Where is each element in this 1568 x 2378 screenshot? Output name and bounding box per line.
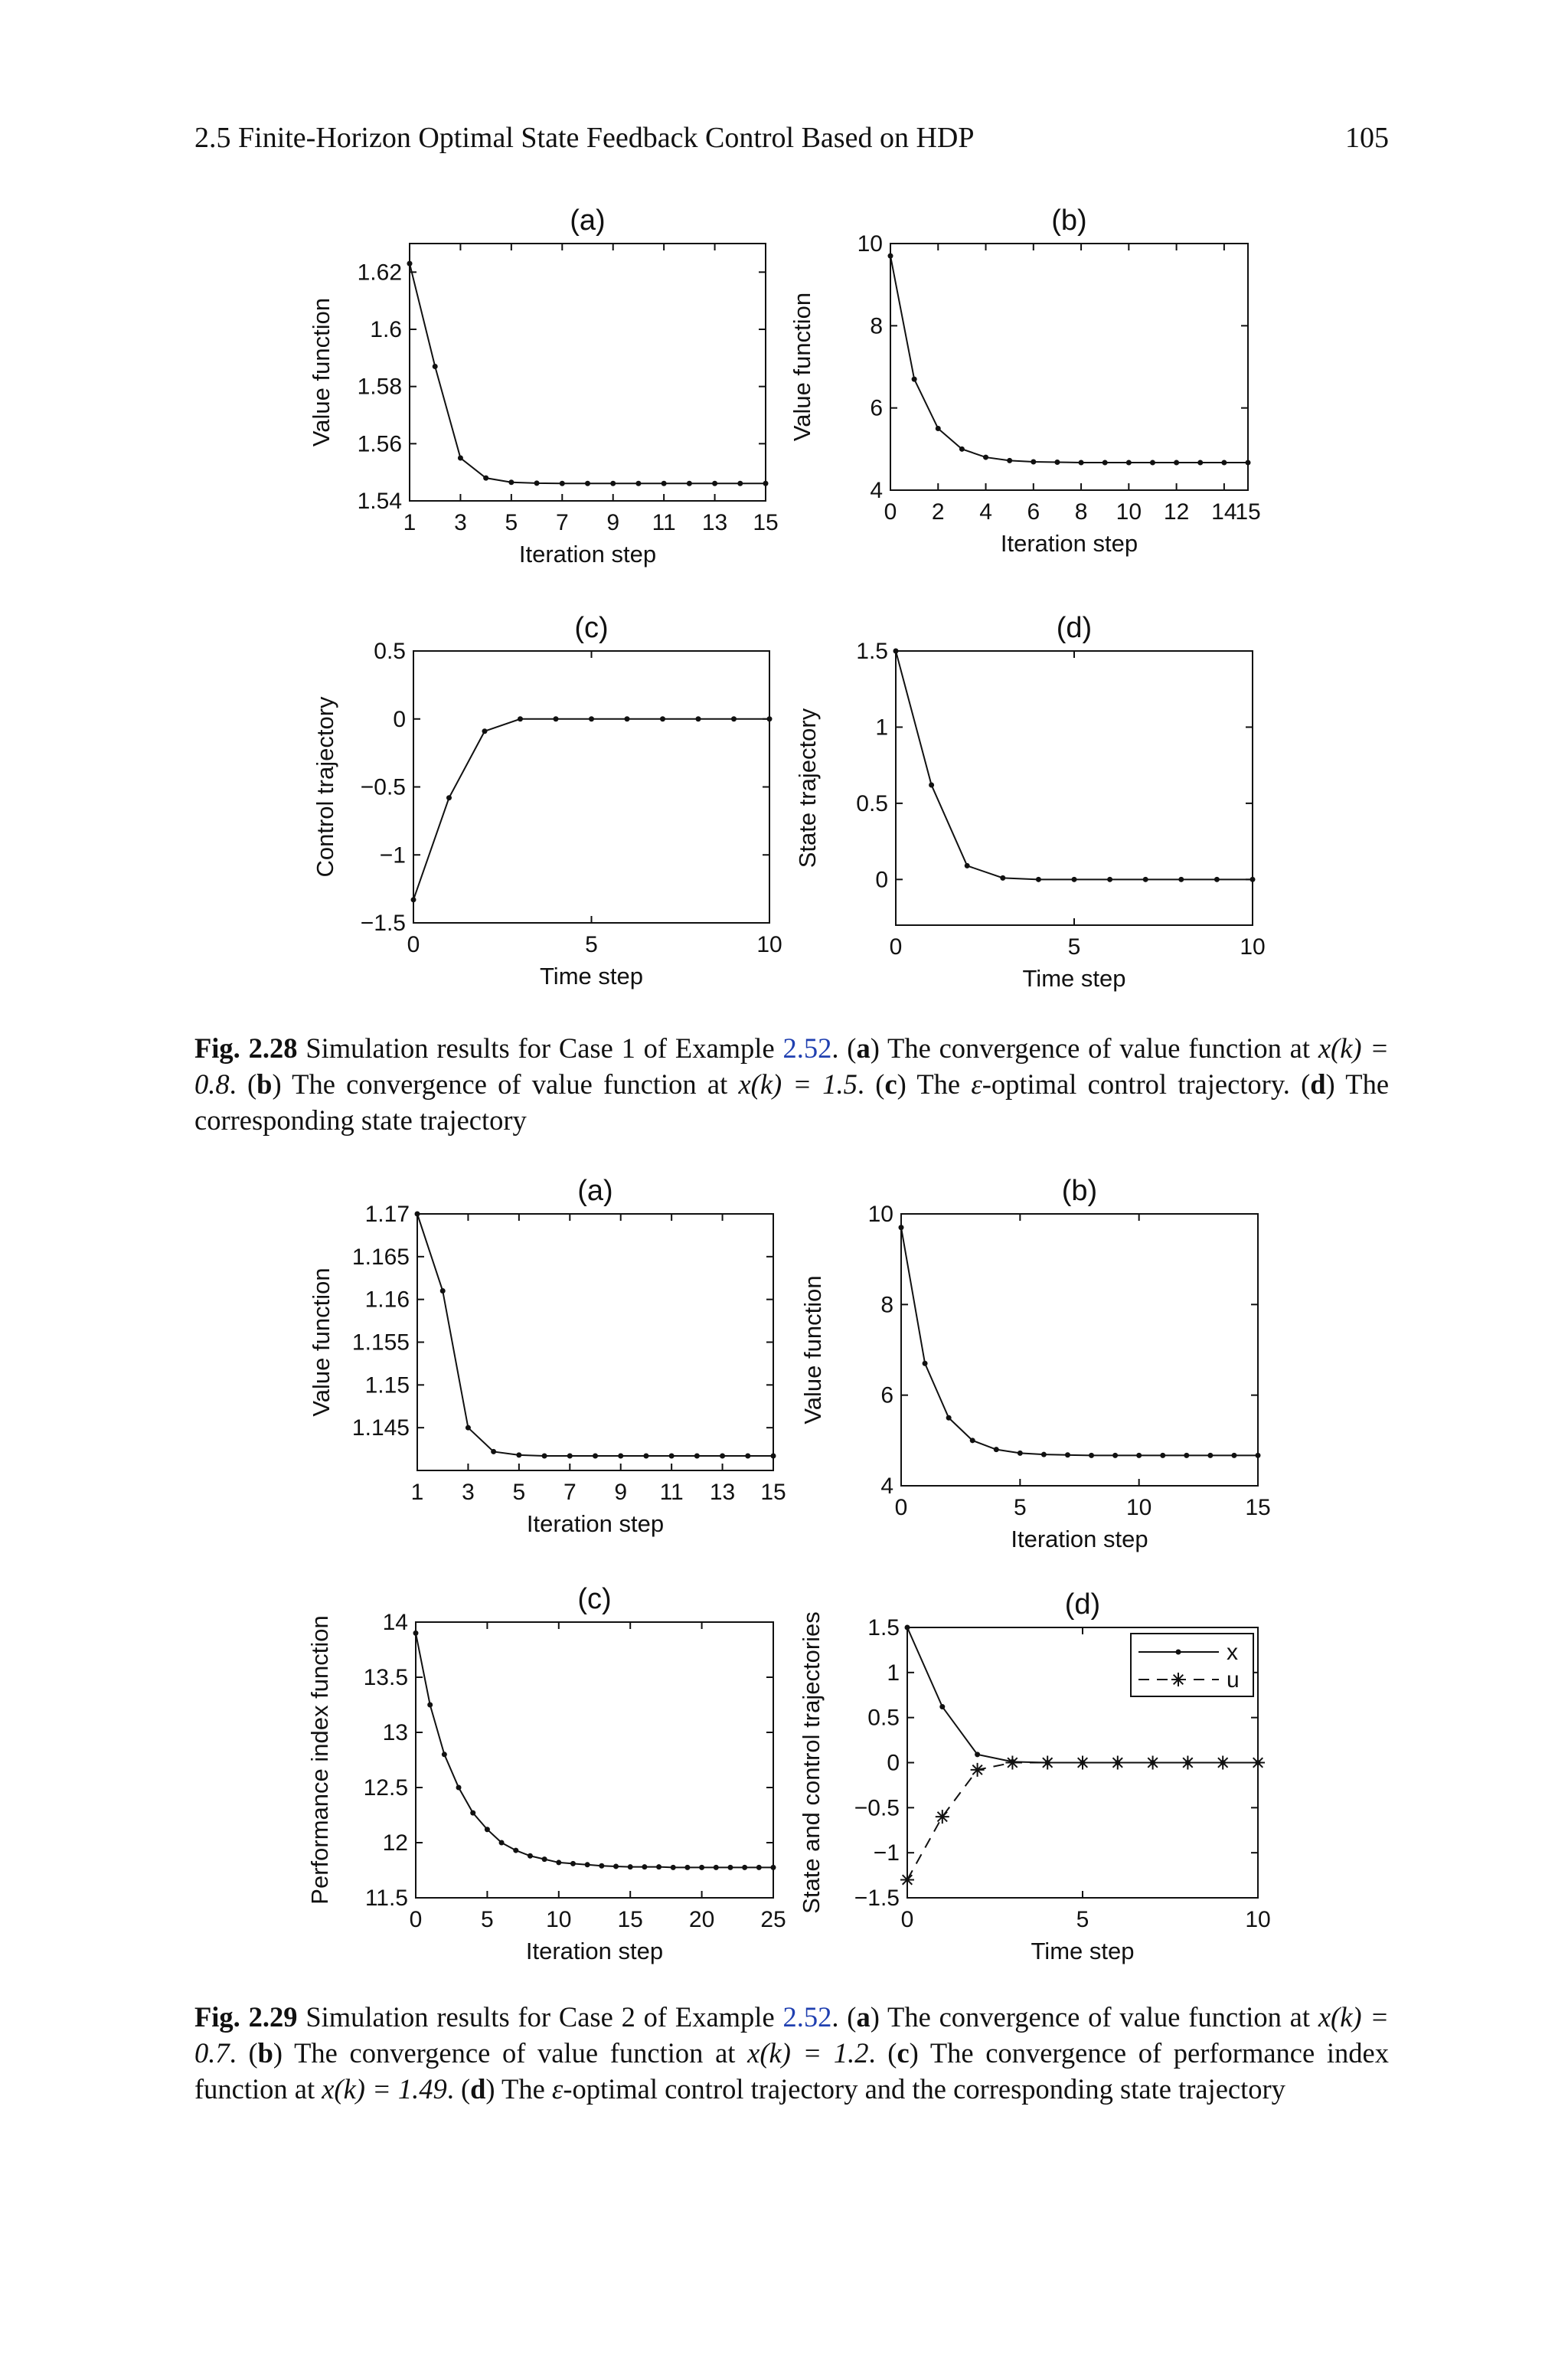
y-axis-label: State and control trajectories: [798, 1611, 825, 1914]
x-tick-label: 5: [585, 932, 598, 957]
x-tick-label: 1: [410, 1480, 424, 1505]
data-point: [642, 1864, 647, 1869]
data-point: [570, 1861, 576, 1866]
y-tick-label: 0.5: [374, 639, 406, 664]
y-tick-label: 1.145: [351, 1415, 410, 1441]
example-link[interactable]: 2.52: [782, 2001, 832, 2033]
y-tick-label: 12.5: [363, 1775, 408, 1801]
x-axis-label: Time step: [1022, 965, 1126, 992]
data-point: [593, 1454, 598, 1459]
data-point: [756, 1865, 762, 1870]
y-tick-label: 1.62: [357, 260, 402, 286]
data-point: [466, 1425, 471, 1431]
x-tick-label: 12: [1163, 499, 1190, 525]
data-point: [714, 1865, 719, 1870]
legend-marker-dot: [1176, 1650, 1181, 1655]
caption-epsilon: ε: [551, 2073, 564, 2105]
data-point: [1160, 1453, 1165, 1458]
y-tick-label: 11.5: [364, 1886, 408, 1911]
caption-panel-a: a: [856, 2001, 871, 2033]
data-point: [975, 1752, 980, 1757]
chart-fig229a: [308, 1175, 786, 1537]
y-tick-label: −1.5: [854, 1886, 900, 1911]
data-point: [1065, 1452, 1070, 1457]
panel-title: (b): [1061, 1175, 1098, 1207]
data-point-star: [1216, 1756, 1230, 1770]
data-point: [1089, 1453, 1094, 1458]
x-tick-label: 5: [1013, 1495, 1027, 1520]
x-tick-label: 10: [546, 1907, 572, 1932]
data-point: [1136, 1453, 1142, 1458]
x-tick-label: 9: [606, 510, 620, 535]
data-point-star: [971, 1763, 985, 1777]
caption-text: ) The convergence of value function at: [870, 2001, 1318, 2033]
example-link[interactable]: 2.52: [782, 1032, 832, 1064]
plot-frame: [417, 1214, 773, 1470]
caption-text: ) The convergence of performance index function at: [194, 2037, 1389, 2105]
y-tick-label: −1.5: [360, 911, 406, 936]
data-point: [618, 1454, 623, 1459]
data-point: [528, 1853, 533, 1859]
y-tick-label: 1.6: [370, 317, 402, 342]
y-axis-label: State trajectory: [794, 708, 821, 868]
data-point-star: [1040, 1756, 1054, 1770]
y-tick-label: 0: [887, 1750, 900, 1776]
y-tick-label: −1: [873, 1840, 900, 1866]
x-tick-label: 13: [709, 1480, 736, 1505]
x-tick-label: 15: [753, 510, 779, 535]
y-tick-label: 1.165: [351, 1244, 410, 1270]
y-tick-label: 1.5: [856, 639, 888, 664]
data-point: [771, 1865, 776, 1870]
x-tick-label: 11: [652, 510, 676, 535]
y-tick-label: 1: [887, 1660, 900, 1686]
x-tick-label: 10: [1116, 499, 1142, 525]
y-tick-label: 12: [382, 1830, 408, 1856]
caption-text: . (: [868, 2037, 897, 2069]
data-point: [694, 1454, 700, 1459]
caption-text: . (: [229, 1068, 257, 1100]
x-tick-label: 10: [756, 932, 782, 957]
data-point: [1112, 1453, 1118, 1458]
x-tick-label: 15: [617, 1907, 643, 1932]
data-point: [994, 1447, 999, 1452]
x-tick-label: 15: [1235, 499, 1261, 525]
x-tick-label: 10: [1240, 934, 1266, 960]
series-line-u: [907, 1763, 1258, 1880]
series-line-0: [417, 1214, 773, 1456]
data-point: [415, 1212, 420, 1217]
legend-marker-star: [1171, 1673, 1185, 1686]
data-point: [513, 1848, 518, 1853]
y-tick-label: 10: [857, 231, 883, 257]
x-axis-label: Time step: [540, 963, 643, 989]
chart-fig229d: [798, 1588, 1271, 1964]
data-point: [1184, 1453, 1189, 1458]
data-point: [470, 1810, 475, 1816]
x-tick-label: 25: [760, 1907, 786, 1932]
data-point: [542, 1856, 547, 1862]
data-point: [491, 1449, 496, 1454]
caption-text: ) The convergence of value function at: [272, 1068, 739, 1100]
y-tick-label: 0: [393, 706, 406, 732]
y-tick-label: 8: [870, 313, 883, 339]
plot-frame: [901, 1214, 1258, 1486]
y-axis-label: Value function: [789, 292, 815, 442]
caption-panel-a: a: [856, 1032, 871, 1064]
x-tick-label: 7: [555, 510, 569, 535]
data-point: [556, 1860, 561, 1865]
caption-text: . (: [831, 1032, 857, 1064]
data-point: [567, 1454, 573, 1459]
caption-text: Simulation results for Case 1 of Example: [297, 1032, 783, 1064]
caption-equation: x(k) = 0.7: [194, 2001, 1390, 2069]
x-tick-label: 5: [1076, 1907, 1089, 1932]
y-tick-label: 1.58: [357, 374, 402, 400]
y-tick-label: 1.17: [364, 1202, 410, 1227]
data-point-star: [900, 1873, 914, 1886]
x-tick-label: 0: [900, 1907, 914, 1932]
data-point: [720, 1454, 725, 1459]
series-line-0: [416, 1633, 773, 1867]
y-tick-label: 4: [880, 1474, 893, 1499]
y-tick-label: 1.155: [351, 1330, 410, 1356]
x-tick-label: 7: [563, 1480, 577, 1505]
data-point: [923, 1361, 928, 1366]
data-point: [440, 1288, 446, 1294]
y-axis-label: Control trajectory: [312, 696, 338, 878]
caption-text: Simulation results for Case 2 of Example: [297, 2001, 783, 2033]
data-point: [671, 1865, 676, 1870]
chart-fig229b: [799, 1175, 1271, 1552]
data-point: [1041, 1452, 1047, 1457]
caption-text: ) The convergence of value function at: [273, 2037, 748, 2069]
x-tick-label: 15: [1245, 1495, 1271, 1520]
caption-text: ) The: [897, 1068, 972, 1100]
x-tick-label: 9: [614, 1480, 628, 1505]
x-axis-label: Time step: [1031, 1938, 1135, 1964]
y-tick-label: 10: [867, 1202, 893, 1227]
panel-title: (d): [1056, 612, 1093, 644]
x-tick-label: 0: [889, 934, 903, 960]
x-axis-label: Iteration step: [518, 541, 657, 568]
y-axis-label: Value function: [308, 1268, 335, 1417]
data-point: [1256, 1453, 1261, 1458]
data-point: [427, 1703, 433, 1708]
panel-title: (c): [574, 612, 609, 644]
data-point: [413, 1631, 419, 1636]
caption-epsilon: ε: [971, 1068, 982, 1100]
data-point: [899, 1225, 904, 1230]
data-point-star: [1251, 1756, 1265, 1770]
x-tick-label: 2: [931, 499, 945, 525]
data-point: [628, 1864, 633, 1869]
x-tick-label: 11: [659, 1480, 684, 1505]
x-tick-label: 5: [512, 1480, 526, 1505]
data-point-star: [1146, 1756, 1160, 1770]
panel-title: (d): [1064, 1588, 1101, 1621]
series-line-0: [901, 1228, 1258, 1456]
caption-equation: x(k) = 1.5: [738, 1068, 858, 1100]
x-tick-label: 1: [403, 510, 416, 535]
y-tick-label: −0.5: [360, 774, 406, 800]
caption-equation: x(k) = 1.49: [322, 2073, 447, 2105]
y-tick-label: 1.16: [364, 1287, 410, 1313]
caption-panel-d: d: [1310, 1068, 1326, 1100]
y-tick-label: 4: [870, 478, 883, 503]
x-tick-label: 4: [979, 499, 992, 525]
data-point: [745, 1454, 750, 1459]
caption-text: ) The convergence of value function at: [870, 1032, 1318, 1064]
caption-text: . (: [831, 2001, 857, 2033]
x-tick-label: 6: [1027, 499, 1040, 525]
x-tick-label: 15: [760, 1480, 786, 1505]
x-tick-label: 20: [688, 1907, 715, 1932]
x-tick-label: 5: [1067, 934, 1081, 960]
data-point-star: [1005, 1756, 1019, 1770]
y-tick-label: 1.56: [357, 431, 402, 457]
y-axis-label: Performance index function: [306, 1615, 333, 1905]
panel-title: (b): [1051, 204, 1087, 237]
y-tick-label: −0.5: [854, 1795, 900, 1821]
caption-equation: x(k) = 1.2: [747, 2037, 869, 2069]
x-tick-label: 13: [701, 510, 728, 535]
y-axis-label: Value function: [799, 1275, 826, 1425]
y-tick-label: 1.54: [357, 489, 402, 514]
x-tick-label: 10: [1125, 1495, 1152, 1520]
caption-label: Fig. 2.29: [194, 2001, 298, 2033]
data-point: [970, 1438, 975, 1443]
x-axis-label: Iteration step: [525, 1938, 664, 1964]
caption-text: -optimal control trajectory and the corresponding state trajectory: [563, 2073, 1285, 2105]
data-point: [699, 1865, 704, 1870]
data-point-star: [1181, 1756, 1194, 1770]
data-point: [1207, 1453, 1213, 1458]
data-point: [542, 1454, 547, 1459]
chart-fig229c: [306, 1583, 786, 1964]
running-head-section: 2.5 Finite-Horizon Optimal State Feedback Control Based on HDP: [194, 122, 975, 154]
y-tick-label: 1: [875, 715, 888, 741]
caption-text: -optimal control trajectory. (: [982, 1068, 1311, 1100]
x-tick-label: 14: [1211, 499, 1237, 525]
x-tick-label: 8: [1074, 499, 1088, 525]
data-point: [771, 1454, 776, 1459]
y-tick-label: 6: [870, 395, 883, 421]
x-tick-label: 0: [894, 1495, 908, 1520]
data-point: [727, 1865, 733, 1870]
x-tick-label: 3: [462, 1480, 475, 1505]
legend-label-x: x: [1227, 1640, 1238, 1665]
data-point: [742, 1865, 747, 1870]
data-point: [656, 1864, 662, 1869]
caption-panel-b: b: [256, 1068, 273, 1100]
caption-panel-b: b: [257, 2037, 273, 2069]
x-tick-label: 5: [481, 1907, 494, 1932]
x-tick-label: 3: [454, 510, 467, 535]
panel-title: (a): [570, 204, 606, 237]
y-tick-label: 1.5: [867, 1615, 900, 1640]
caption-equation: x(k) = 0.8: [194, 1032, 1390, 1100]
data-point: [442, 1752, 447, 1757]
data-point: [939, 1704, 945, 1709]
x-tick-label: 5: [505, 510, 518, 535]
y-tick-label: 13: [382, 1720, 408, 1745]
x-tick-label: 10: [1245, 1907, 1271, 1932]
caption-panel-d: d: [470, 2073, 486, 2105]
caption-text: . (: [229, 2037, 258, 2069]
data-point: [1231, 1453, 1236, 1458]
data-point-star: [1111, 1756, 1125, 1770]
panel-title: (c): [577, 1583, 612, 1615]
data-point: [669, 1454, 675, 1459]
page-number: 105: [1345, 122, 1389, 154]
plot-frame: [416, 1622, 773, 1898]
y-tick-label: 0.5: [856, 790, 888, 816]
data-point: [599, 1863, 604, 1869]
data-point-star: [1076, 1756, 1089, 1770]
y-tick-label: 1.15: [364, 1372, 410, 1398]
data-point: [946, 1415, 952, 1421]
caption-text: . (: [446, 2073, 471, 2105]
y-tick-label: 13.5: [363, 1665, 408, 1690]
data-point: [613, 1863, 619, 1869]
x-axis-label: Iteration step: [1011, 1526, 1148, 1552]
caption-text: ) The corresponding state trajectory: [194, 1068, 1390, 1136]
data-point: [684, 1865, 690, 1870]
caption-text: ) The: [485, 2073, 552, 2105]
x-axis-label: Iteration step: [1000, 530, 1138, 557]
data-point: [499, 1840, 505, 1846]
figure-2-29-caption: [194, 1999, 1389, 2107]
data-point: [485, 1827, 490, 1832]
y-axis-label: Value function: [308, 297, 335, 447]
panel-title: (a): [577, 1175, 613, 1207]
data-point: [456, 1785, 462, 1791]
y-tick-label: 0: [875, 867, 888, 893]
y-tick-label: 8: [880, 1292, 893, 1318]
y-tick-label: −1: [379, 842, 406, 868]
caption-panel-c: c: [884, 1068, 897, 1100]
y-tick-label: 6: [880, 1382, 893, 1408]
caption-label: Fig. 2.28: [194, 1032, 298, 1064]
data-point: [643, 1454, 648, 1459]
x-tick-label: 0: [407, 932, 420, 957]
caption-text: . (: [857, 1068, 885, 1100]
y-tick-label: 0.5: [867, 1705, 900, 1731]
legend-label-u: u: [1227, 1667, 1240, 1693]
data-point: [905, 1625, 910, 1631]
data-point: [1018, 1451, 1023, 1456]
data-point-star: [936, 1810, 949, 1824]
data-point: [585, 1862, 590, 1867]
data-point: [516, 1452, 521, 1457]
x-tick-label: 0: [884, 499, 897, 525]
y-tick-label: 14: [382, 1610, 408, 1635]
caption-panel-c: c: [897, 2037, 910, 2069]
x-tick-label: 0: [409, 1907, 423, 1932]
x-axis-label: Iteration step: [526, 1510, 665, 1537]
